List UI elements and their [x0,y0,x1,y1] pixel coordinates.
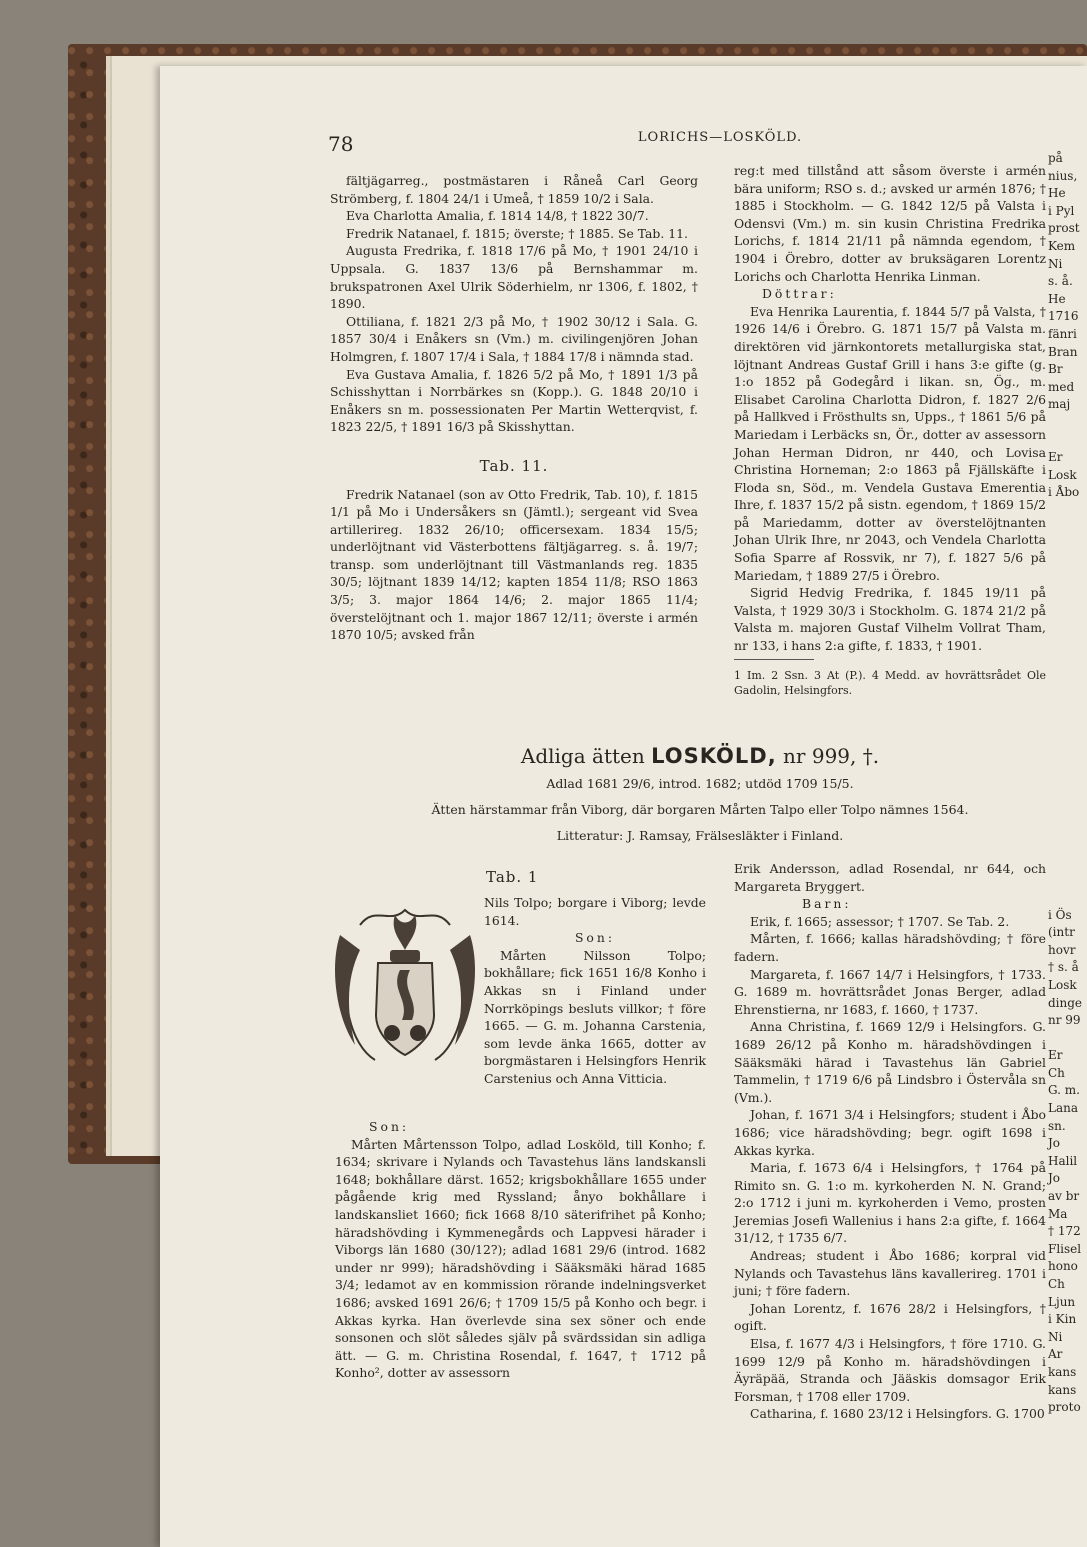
facing-page-fragment: med [1048,379,1075,394]
facing-page-fragment [1048,836,1087,854]
child-entry: Mårten, f. 1666; kallas häradshövding; † före fadern. [734,931,1046,964]
son-label: Son: [369,1119,410,1134]
facing-page-fragment: i Kin [1048,1312,1077,1327]
family-title-prefix: Adliga ätten [520,744,645,768]
facing-page-fragment [1048,502,1087,520]
facing-page-fragment: i Ös [1048,907,1072,922]
child-entry: Andreas; student i Åbo 1686; korpral vid Nylands och Tavastehus läns kavallerireg. 1701 i juni; † före fadern. [734,1248,1046,1299]
facing-page-fragment: Jo [1048,1171,1061,1186]
facing-page-fragment: † s. å [1048,960,1079,975]
left-column-top [330,172,698,644]
facing-page-fragment [1048,519,1087,537]
facing-page-fragment [1048,748,1087,766]
child-entry: Catharina, f. 1680 23/12 i Helsingfors. G. 1700 [750,1406,1045,1422]
tab-11-text: Fredrik Natanael (son av Otto Fredrik, Tab. 10), f. 1815 1/1 på Mo i Undersåkers sn (Jämtl.); sergeant vid Svea artillerireg. 1832 26/10; officersexam. 1834 15/5; underlöjtnant vid Västerbottens fältjägarreg. s. å. 19/7; transp. som underlöjtnant till Västmanlands reg. 1835 30/5; löjtnant 1839 14/12; kapten 1854 11/8; RSO 1863 3/5; 3. major 1864 14/6; 2. major 1865 11/4; överstelöjtnant och 1. major 1867 12/11; överste i armén 1870 10/5; avsked från [330,486,698,643]
facing-page-fragment: Ar [1048,1347,1063,1362]
marten-martensson-entry: Mårten Mårtensson Tolpo, adlad Losköld, till Konho; f. 1634; skrivare i Nylands och Tavastehus läns landskansli 1648; bokhållare därst. 1652; krigsbokhållare 1655 under pågående krig med Ryssland; ånyo bokhållare i landskansliet 1660; fick 1668 8/10 säterifrihet på Konho; häradshövding i Kymmenegårds och Lappvesi härader i Viborgs län 1680 (30/12?); adlad 1681 29/6 (introd. 1682 under nr 999); häradshövding i Sääksmäki härad 1685 3/4; ledamot av en kommission rörande indelningsverket 1686; avsked 1691 26/6; † 1709 15/5 på Konho och begr. i Akkas kyrka. Han överlevde sina sex söner och ende sonsonen och slöt således själv på svärdssidan sin adliga ätt. — G. m. Christina Rosendal, f. 1647, † 1712 på Konho², dotter av assessorn [335,1136,706,1381]
coat-of-arms-icon [330,895,480,1075]
facing-page-fragment: Halil [1048,1153,1078,1168]
footnote-rule [734,659,814,660]
facing-page-fragment: sn. [1048,1118,1066,1133]
paragraph: Sigrid Hedvig Fredrika, f. 1845 19/11 på Valsta, † 1929 30/3 i Stockholm. G. 1874 21/2 på Valsta m. majoren Gustaf Vilhelm Vollrat Tham, nr 133, i hans 2:a gifte, f. 1833, † 1901. [734,585,1046,654]
facing-page-fragment: Kem [1048,238,1076,253]
facing-page-fragment: He [1048,291,1066,306]
children-label: Barn: [802,896,852,912]
paragraph: Ottiliana, f. 1821 2/3 på Mo, † 1902 30/12 i Sala. G. 1857 30/4 i Enåkers sn (Vm.) m. civilingenjören Johan Holmgren, f. 1807 17/4 i Sala, † 1884 17/8 i nämnda stad. [330,313,698,364]
facing-page-fragment [1048,1030,1087,1048]
facing-page-fragment [1048,625,1087,643]
facing-page-fragment: Losk [1048,977,1077,992]
facing-page-fragment: (intr [1048,925,1075,940]
marten-nilsson-entry: Mårten Nilsson Tolpo; bokhållare; fick 1651 16/8 Konho i Akkas sn i Finland under Norrköpings besluts villkor; † före 1665. — G. m. Johanna Carstenia, som levde änka 1665, dotter av borgmästaren i Helsingfors Henrik Carstenius och Anna Vitticia. [484,947,706,1086]
facing-page-fragment: maj [1048,397,1071,412]
facing-page-fragment: Losk [1048,467,1077,482]
facing-page-fragment: 1716 [1048,309,1079,324]
facing-page-fragment [1048,572,1087,590]
daughters-label: Döttrar: [762,286,837,302]
paragraph: Eva Gustava Amalia, f. 1826 5/2 på Mo, † 1891 1/3 på Schisshyttan i Norrbärkes sn (Kopp.). G. 1848 20/10 i Enåkers sn m. possessionaten Per Martin Wetterqvist, f. 1823 22/5, † 1891 16/3 på Skisshyttan. [330,366,698,435]
tab-1-lower-text [335,1118,706,1382]
paragraph: Fredrik Natanael, f. 1815; överste; † 1885. Se Tab. 11. [346,225,688,241]
facing-page-fragment: av br [1048,1189,1080,1204]
family-title-name: LOSKÖLD, [651,744,777,768]
ennobled-line: Adlad 1681 29/6, introd. 1682; utdöd 1709 15/5. [546,776,854,791]
literature-line: Litteratur: J. Ramsay, Frälsesläkter i Finland. [556,828,844,843]
facing-page-fragment [1048,678,1087,696]
facing-page-fragment: kans [1048,1364,1077,1379]
facing-page-fragment: Jo [1048,1136,1061,1151]
facing-page-fragment: Er [1048,450,1063,465]
facing-page-fragment [1048,660,1087,678]
facing-page-fragment: Ma [1048,1206,1068,1221]
facing-page-fragment: proto [1048,1400,1081,1415]
tab-1-upper-text [484,894,706,1088]
facing-page-fragment: Lana [1048,1101,1079,1116]
tab-1-heading: Tab. 1 [486,868,539,886]
facing-page-fragment: på [1048,151,1063,165]
facing-page-fragment: i Pyl [1048,203,1075,218]
origin-line: Ätten härstammar från Viborg, där borgaren Mårten Talpo eller Tolpo nämnes 1564. [431,802,969,817]
facing-page-fragment: G. m. [1048,1083,1080,1098]
facing-page-fragment [1048,643,1087,661]
facing-page-fragment: Ljun [1048,1294,1076,1309]
facing-page-fragment: Ch [1048,1065,1065,1080]
nils-tolpo-entry: Nils Tolpo; borgare i Viborg; levde 1614. [484,895,706,928]
facing-page-fragment [1048,713,1087,731]
facing-page-fragment [1048,432,1087,450]
facing-page-fragment: nius, [1048,168,1078,183]
facing-page-fragment: Flisel [1048,1241,1082,1256]
facing-page-fragment [1048,537,1087,555]
facing-page-fragment: prost [1048,221,1080,236]
facing-page-fragment: i Åbo [1048,485,1080,500]
child-entry: Anna Christina, f. 1669 12/9 i Helsingfors. G. 1689 26/12 på Konho m. häradshövdingen i Sääksmäki härad i Tavastehus län Gabriel Tammelin, † 1719 6/6 på Lindsbro i Östervåla sn (Vm.). [734,1019,1046,1105]
facing-page-fragment: Er [1048,1048,1063,1063]
page-number: 78 [328,132,354,156]
facing-page-fragment [1048,695,1087,713]
right-column-top [734,162,1046,698]
paragraph: reg:t med tillstånd att såsom överste i armén bära uniform; RSO s. d.; avsked ur armén 1876; † 1885 i Stockholm. — G. 1842 12/5 på Valsta i Odensvi (Vm.) m. sin kusin Christina Fredrika Lorichs, f. 1814 21/11 på nämnda egendom, † 1904 i Örebro, dotter av bruksägaren Lorentz Lorichs och Charlotta Henrika Linman. [734,163,1046,284]
facing-page-fragment [1048,783,1087,801]
child-entry: Elsa, f. 1677 4/3 i Helsingfors, † före 1710. G. 1699 12/9 på Konho m. häradshövdingen i Äyräpää, Stranda och Jääskis domsagor Erik Forsman, † 1708 eller 1709. [734,1336,1046,1404]
running-title: LORICHS—LOSKÖLD. [637,130,803,145]
paragraph: Augusta Fredrika, f. 1818 17/6 på Mo, † 1901 24/10 i Uppsala. G. 1837 13/6 på Bernshammar m. brukspatronen Axel Ulrik Söderhielm, nr 1306, f. 1802, † 1890. [330,243,698,312]
facing-page-fragment [1048,414,1087,432]
facing-page-fragment: He [1048,186,1066,201]
facing-page-fragment: Ch [1048,1277,1065,1291]
tab-11-heading: Tab. 11. [479,456,549,475]
facing-page-fragment [1048,854,1087,872]
facing-page-fragment [1048,555,1087,573]
right-column-bottom [734,860,1046,1423]
facing-page-fragment: Ni [1048,1329,1063,1344]
facing-page-strip [1048,150,1087,1415]
facing-page-fragment [1048,607,1087,625]
paragraph: Eva Henrika Laurentia, f. 1844 5/7 på Valsta, † 1926 14/6 i Örebro. G. 1871 15/7 på Valsta m. direktören vid järnkontorets metallurgiska stat, löjtnant Andreas Gustaf Grill i hans 3:e gifte (g. 1:o 1852 på Godegård i likan. sn, Ög., m. Elisabet Carolina Charlotta Didron, f. 1827 2/6 på Hallkved i Frösthults sn, Upps., † 1861 5/6 på Mariedam i Lerbäcks sn, Ör., dotter av assessorn Johan Herman Didron, nr 440, och Lovisa Christina Horneman; 2:o 1863 på Fjällskäfte i Floda sn, Söd., m. Vendela Gustava Emerentia Ihre, f. 1837 15/2 på sistn. egendom, † 1869 15/2 på Mariedamm, dotter av överstelöjtnanten Johan Ulrik Ihre, nr 2043, och Vendela Charlotta Sofia Sparre af Rossvik, nr 7), f. 1827 5/6 på Mariedam, † 1889 27/5 i Örebro. [734,303,1046,583]
facing-page-fragment: hono [1048,1259,1078,1274]
facing-page-fragment: Bran [1048,344,1078,359]
facing-page-fragment: hovr [1048,942,1076,957]
facing-page-fragment: nr 99 [1048,1013,1081,1028]
facing-page-fragment [1048,889,1087,907]
facing-page-fragment [1048,801,1087,819]
family-title-suffix: nr 999, †. [783,744,880,768]
facing-page-fragment [1048,871,1087,889]
facing-page-fragment: s. å. [1048,274,1073,289]
family-title [330,744,1070,768]
child-entry: Maria, f. 1673 6/4 i Helsingfors, † 1764 på Rimito sn. G. 1:o m. kyrkoherden N. N. Grand; 2:o 1712 i juni m. kyrkoherden i Vemo, prosten Jeremias Josefi Wallenius i hans 2:a gifte, f. 1664 31/12, † 1735 6/7. [734,1160,1046,1246]
child-entry: Johan Lorentz, f. 1676 28/2 i Helsingfors, † ogift. [734,1300,1046,1334]
son-label: Son: [574,930,616,946]
child-entry: Johan, f. 1671 3/4 i Helsingfors; student i Åbo 1686; vice häradshövding; begr. ogift 1698 i Akkas kyrka. [734,1107,1046,1158]
facing-page-fragment [1048,819,1087,837]
facing-page-fragment [1048,731,1087,749]
paragraph: Eva Charlotta Amalia, f. 1814 14/8, † 1822 30/7. [346,208,649,224]
footnotes: 1 Im. 2 Ssn. 3 At (P.). 4 Medd. av hovrättsrådet Ole Gadolin, Helsingfors. [734,668,1046,697]
facing-page-fragment: Ni [1048,256,1063,271]
paragraph: Erik Andersson, adlad Rosendal, nr 644, och Margareta Bryggert. [734,861,1046,894]
child-entry: Erik, f. 1665; assessor; † 1707. Se Tab. 2. [750,913,1010,929]
facing-page-fragment: dinge [1048,995,1083,1010]
paragraph: fältjägarreg., postmästaren i Råneå Carl Georg Strömberg, f. 1804 24/1 i Umeå, † 1859 10/2 i Sala. [330,173,698,206]
facing-page-fragment: † 172 [1048,1224,1081,1239]
facing-page-fragment: kans [1048,1382,1077,1397]
child-entry: Margareta, f. 1667 14/7 i Helsingfors, † 1733. G. 1689 m. hovrättsrådet Jonas Berger, adlad Ehrenstierna, nr 1683, f. 1660, † 1737. [734,966,1046,1017]
facing-page-fragment [1048,766,1087,784]
facing-page-fragment: fänri [1048,326,1077,341]
facing-page-fragment [1048,590,1087,608]
facing-page-fragment: Br [1048,362,1063,377]
